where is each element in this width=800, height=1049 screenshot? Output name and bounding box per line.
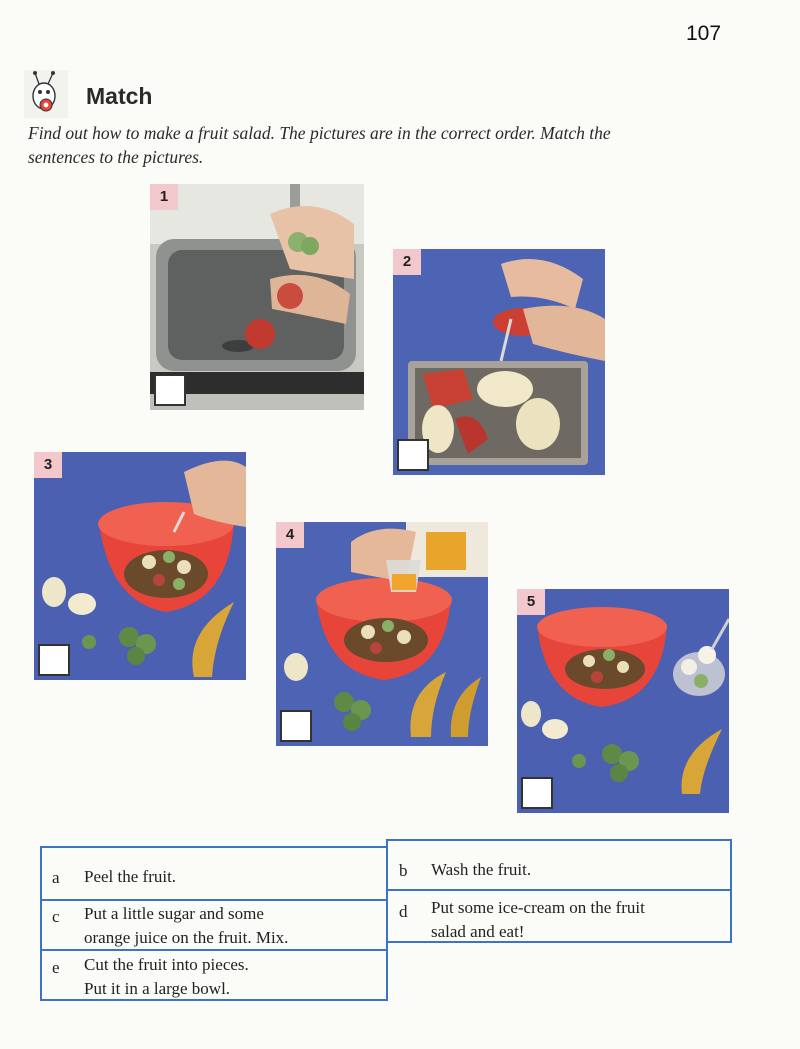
answer-box-2[interactable] [397, 439, 429, 471]
section-title: Match [86, 83, 153, 109]
sentence-c-line1: Put a little sugar and some [84, 904, 264, 923]
answer-box-4[interactable] [280, 710, 312, 742]
picture-number: 2 [393, 249, 421, 275]
sentence-d-line1: Put some ice-cream on the fruit [431, 898, 645, 917]
picture-2 [393, 249, 605, 475]
sentence-table-left [40, 846, 388, 1001]
sentence-e-letter: e [52, 958, 60, 977]
picture-number: 3 [34, 452, 62, 478]
sentence-a-text: Peel the fruit. [84, 867, 177, 886]
picture-1 [150, 184, 364, 410]
sentence-e-line1: Cut the fruit into pieces. [84, 955, 249, 974]
picture-5 [517, 589, 729, 813]
picture-number: 4 [276, 522, 304, 548]
mascot-icon [24, 70, 68, 118]
answer-box-5[interactable] [521, 777, 553, 809]
page-number: 107 [686, 22, 722, 45]
picture-4 [276, 522, 488, 746]
picture-3 [34, 452, 246, 680]
picture-number: 1 [150, 184, 178, 210]
sentence-table-right [386, 839, 732, 943]
sentence-a-letter: a [52, 868, 60, 887]
sentence-e-line2: Put it in a large bowl. [84, 979, 231, 998]
sentence-c-line2: orange juice on the fruit. Mix. [84, 928, 289, 947]
sentence-d-letter: d [399, 902, 408, 921]
answer-box-1[interactable] [154, 374, 186, 406]
sentence-b-text: Wash the fruit. [431, 860, 532, 879]
sentence-c-letter: c [52, 907, 60, 926]
answer-box-3[interactable] [38, 644, 70, 676]
sentence-d-line2: salad and eat! [431, 922, 525, 941]
picture-number: 5 [517, 589, 545, 615]
instructions: Find out how to make a fruit salad. The pictures are in the correct order. Match the sentences to the pictures. [28, 123, 611, 167]
sentence-b-letter: b [399, 861, 408, 880]
